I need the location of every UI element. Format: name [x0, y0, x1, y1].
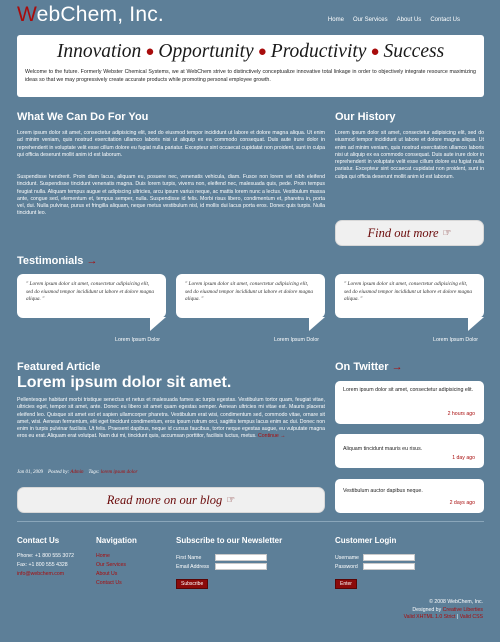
nav-contact-us[interactable]: Contact Us — [430, 17, 460, 23]
logo[interactable] — [17, 3, 164, 27]
subscribe-button[interactable]: Subscribe — [176, 579, 208, 589]
speech-tail-icon — [468, 317, 484, 331]
pointing-hand-icon: ☞ — [226, 494, 236, 506]
first-name-input[interactable] — [215, 554, 267, 561]
hero-title — [17, 41, 484, 63]
testimonials-heading — [17, 255, 98, 267]
tweet-card — [335, 381, 484, 424]
enter-button[interactable]: Enter — [335, 579, 357, 589]
email-input[interactable] — [215, 563, 267, 570]
designed-by-label: Designed by — [412, 606, 442, 613]
testimonial-bubble-2 — [176, 274, 325, 318]
featured-headline: Lorem ipsum dolor sit amet. — [17, 374, 232, 391]
hero-word-productivity: Productivity — [270, 41, 367, 62]
footer-nav-home[interactable]: Home — [96, 553, 110, 559]
what-we-can-do-paragraph-1: Lorem ipsum dolor sit amet, consectetur adipisicing elit, sed do eiusmod tempor incididunt ut labore et dolore magna aliqua. Ut enim ad minim veniam, quis nostrud exercitation ullamco laboris nisi ut aliquip ex ea commodo consequat. Duis aute irure dolor in reprehenderit in voluptate velit esse cillum dolore eu fugiat nulla pariatur. Excepteur sint occaecat cupidatat non proident, sunt in culpa qui officia deserunt mollit anim id est laborum. — [17, 130, 325, 158]
speech-tail-icon — [309, 317, 325, 331]
posted-by-label: Posted by: — [47, 470, 70, 475]
newsletter-heading: Subscribe to our Newsletter — [176, 536, 283, 545]
tags-links[interactable]: lorem ipsum dolor — [100, 470, 138, 475]
footer-nav-about-us[interactable]: About Us — [96, 571, 118, 577]
designer-link[interactable]: Creative Liberties — [442, 606, 483, 613]
tweet-text: Aliquam tincidunt mauris eu risus. — [343, 446, 423, 452]
testimonial-author: Lorem Ipsum Dolor — [115, 337, 161, 343]
testimonial-bubble-3 — [335, 274, 484, 318]
featured-meta — [17, 470, 137, 475]
twitter-heading — [335, 361, 403, 373]
username-input[interactable] — [363, 554, 415, 561]
arrow-right-icon: → — [86, 255, 98, 267]
logo-text: ebChem, Inc. — [36, 3, 164, 26]
twitter-title: On Twitter — [335, 361, 389, 373]
bullet-icon: ● — [370, 44, 380, 60]
featured-text — [17, 397, 325, 441]
tweet-card — [335, 479, 484, 513]
hero-panel — [17, 35, 484, 97]
footer-phone: Phone: +1 800 555 3072 — [17, 553, 74, 559]
featured-article-label: Featured Article — [17, 361, 101, 373]
password-row — [335, 562, 415, 571]
email-row — [176, 562, 267, 571]
find-out-more-label: Find out more — [367, 225, 439, 240]
nav-home[interactable]: Home — [327, 17, 344, 23]
username-label: Username — [335, 554, 359, 561]
email-label: Email Address — [176, 563, 210, 570]
valid-xhtml-link[interactable]: Valid XHTML 1.0 Strict — [403, 614, 456, 620]
testimonial-quote: " Lorem ipsum dolor sit amet, consectetur adipisicing elit, sed do eiusmod tempor incididunt ut labore et dolore magna aliqua. " — [185, 281, 314, 303]
tweet-time[interactable]: 2 hours ago — [447, 410, 475, 417]
hero-word-innovation: Innovation — [56, 41, 142, 62]
nav-about-us[interactable]: About Us — [396, 17, 422, 23]
hero-word-opportunity: Opportunity — [158, 41, 254, 62]
what-we-can-do-paragraph-2: Suspendisse hendrerit. Proin diam lacus, aliquam eu, posuere nec, venenatis vehicula, diam. Fusce non lorem vel nibh eleifend tincidunt. Suspendisse tincidunt venenatis magna. Duis lorem turpis, viverra non, eleifend nec, malesuada quis, pede. Proin tempus feugiat nulla. Aliquam tempus augue et adipiscing ultricies, arcu ipsum varius neque, ac mattis lorem nunc a lectus. Vestibulum massa ante, congue sed, elementum et, tempus semper, nulla. Suspendisse id felis. Morbi risus libero, condimentum et, pharetra in, porta vel, dui. Nulla pulvinar, purus et fringilla aliquam, neque metus vestibulum nisl, id mollis dui lacus porta eros. Donec quis turpis. Nulla tincidunt leo. — [17, 174, 325, 217]
footer-divider — [17, 521, 484, 522]
footer-contact-heading: Contact Us — [17, 536, 60, 545]
hero-text: Welcome to the future. Formerly Webster Chemical Systems, we at WebChem strive to distinctively conceptualize innovative total linkage in order to objectively integrate resource maximizing ideas so that we may progressively create accurate products while promoting personal employee growth. — [25, 69, 476, 84]
valid-css-link[interactable]: Valid CSS — [459, 614, 483, 620]
designed-by-line — [404, 607, 483, 615]
footer-nav-our-services[interactable]: Our Services — [96, 562, 126, 568]
continue-link[interactable]: Continue → — [258, 433, 286, 440]
tags-label: Tags: — [88, 470, 100, 475]
login-heading: Customer Login — [335, 536, 397, 545]
copyright-text: © 2008 WebChem, Inc. — [429, 599, 483, 605]
footer-navigation-heading: Navigation — [96, 536, 137, 545]
copyright-block — [404, 599, 483, 622]
pointing-hand-icon: ☞ — [442, 227, 452, 239]
testimonials-title: Testimonials — [17, 255, 84, 267]
history-paragraph: Lorem ipsum dolor sit amet, consectetur adipisicing elit, sed do eiusmod tempor incididunt ut labore et dolore magna aliqua. Ut enim ad minim veniam, quis nostrud exercitation ullamco laboris nisi ut aliquip ex ea commodo consequat. Duis aute irure dolor in reprehenderit in voluptate velit esse cillum dolore eu fugiat nulla pariatur. Excepteur sint occaecat cupidatat non proident, sunt in culpa qui officia deserunt mollit anim id est laborum. — [335, 130, 484, 180]
author-link[interactable]: Admin — [70, 470, 84, 475]
read-more-blog-button[interactable] — [17, 487, 325, 513]
main-nav — [328, 17, 460, 23]
post-date: Jan 01, 2009 — [17, 470, 43, 475]
arrow-right-icon: → — [391, 361, 403, 373]
footer-nav-contact-us[interactable]: Contact Us — [96, 580, 122, 586]
newsletter-form — [176, 553, 267, 590]
first-name-label: First Name — [176, 554, 202, 561]
tweet-text: Lorem ipsum dolor sit amet, consectetur adipisicing elit. — [343, 387, 474, 393]
tweet-card — [335, 434, 484, 468]
tweet-text: Vestibulum auctor dapibus neque. — [343, 488, 423, 494]
featured-body: Pellentesque habitant morbi tristique senectus et netus et malesuada fames ac turpis egestas. Vestibulum tortor quam, feugiat vitae, ultricies eget, tempor sit amet, ante. Donec eu libero sit amet quam egestas semper. Aenean ultricies mi vitae est. Mauris placerat eleifend leo. Quisque sit amet est et sapien ullamcorper pharetra. Vestibulum erat wisi, condimentum sed, commodo vitae, ornare sit amet, wisi. Aenean fermentum, elit eget tincidunt condimentum, eros ipsum rutrum orci, sagittis tempus lacus enim ac dui. Donec non enim in turpis pulvinar facilisis. Ut felis. Praesent dapibus, neque id cursus faucibus, tortor neque egestas augue, eu vulputate magna eros eu erat. Aliquam erat volutpat. Nam dui mi, tincidunt quis, accumsan porttitor, facilisis luctus, metus. — [17, 397, 325, 440]
testimonial-quote: " Lorem ipsum dolor sit amet, consectetur adipisicing elit, sed do eiusmod tempor incididunt ut labore et dolore magna aliqua. " — [26, 281, 155, 303]
validation-links — [404, 614, 483, 622]
read-more-label: Read more on our blog — [106, 492, 223, 507]
login-form — [335, 553, 415, 590]
password-input[interactable] — [363, 563, 415, 570]
nav-our-services[interactable]: Our Services — [352, 17, 388, 23]
first-name-row — [176, 553, 267, 562]
password-label: Password — [335, 563, 358, 570]
separator: | — [456, 614, 459, 620]
footer-fax: Fax: +1 800 555 4328 — [17, 562, 68, 568]
bullet-icon: ● — [145, 44, 155, 60]
testimonial-author: Lorem Ipsum Dolor — [433, 337, 479, 343]
history-heading: Our History — [335, 111, 396, 123]
bullet-icon: ● — [257, 44, 267, 60]
speech-tail-icon — [150, 317, 166, 331]
username-row — [335, 553, 415, 562]
hero-word-success: Success — [383, 41, 445, 62]
what-we-can-do-heading: What We Can Do For You — [17, 111, 149, 123]
find-out-more-button[interactable] — [335, 220, 484, 246]
tweet-time[interactable]: 2 days ago — [449, 499, 475, 506]
testimonial-bubble-1 — [17, 274, 166, 318]
footer-email-link[interactable]: info@webchem.com — [17, 571, 65, 577]
logo-initial: W — [17, 3, 37, 26]
testimonial-author: Lorem Ipsum Dolor — [274, 337, 320, 343]
tweet-time[interactable]: 1 day ago — [452, 454, 475, 461]
testimonial-quote: " Lorem ipsum dolor sit amet, consectetur adipisicing elit, sed do eiusmod tempor incididunt ut labore et dolore magna aliqua. " — [344, 281, 473, 303]
